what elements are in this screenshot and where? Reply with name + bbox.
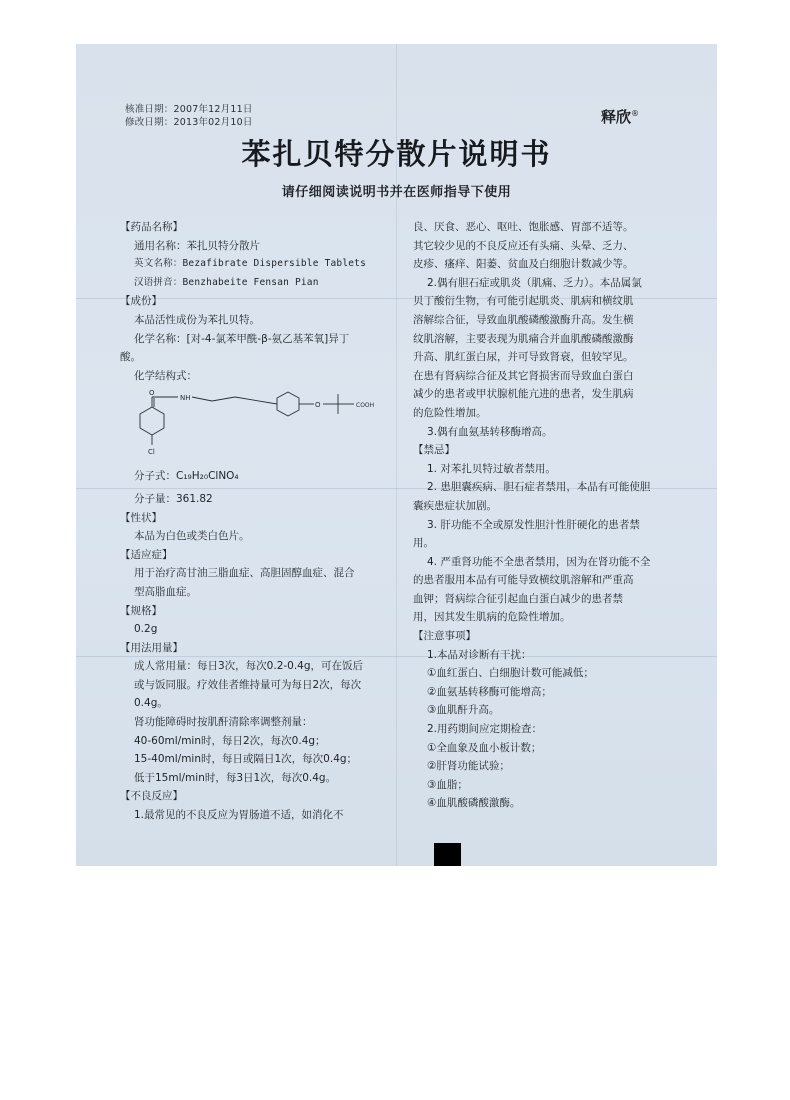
adverse-line: 1.最常见的不良反应为胃肠道不适，如消化不	[134, 809, 344, 822]
revision-date: 修改日期：2013年02月10日	[125, 117, 253, 128]
right-column	[413, 218, 663, 813]
pinyin-name: 汉语拼音：Benzhabeite Fensan Pian	[134, 276, 319, 288]
usage-line: 成人常用量：每日3次，每次0.2-0.4g，可在饭后	[134, 660, 364, 673]
adverse-cont-line: 贝丁酸衍生物，有可能引起肌炎、肌病和横纹肌	[413, 295, 634, 308]
precaution-line: 2.用药期间应定期检查：	[427, 723, 543, 736]
printer-registration-mark	[434, 843, 461, 866]
indication-line: 型高脂血症。	[134, 585, 197, 598]
structure-diagram	[120, 385, 388, 467]
section-heading-usage: 【用法用量】	[120, 641, 183, 654]
structure-label: 化学结构式：	[134, 369, 197, 382]
precaution-line: ②血氨基转移酶可能增高；	[427, 685, 552, 698]
atom-label: O	[315, 401, 321, 410]
bond-chain	[212, 397, 235, 401]
precaution-line: ③血脂；	[427, 778, 468, 791]
section-heading-precautions: 【注意事项】	[413, 630, 476, 643]
contra-line: 用，因其发生肌病的危险性增加。	[413, 611, 571, 624]
contra-line: 4. 严重肾功能不全患者禁用，因为在肾功能不全	[427, 555, 651, 568]
usage-line: 肾功能障碍时按肌酐清除率调整剂量：	[134, 716, 313, 729]
contra-line: 血钾；肾病综合征引起血白蛋白减少的患者禁	[413, 592, 623, 605]
adverse-cont-line: 在患有肾病综合征及其它肾损害而导致血白蛋白	[413, 369, 634, 382]
section-heading-composition: 【成份】	[120, 295, 162, 308]
section-heading-drug-name: 【药品名称】	[120, 221, 183, 233]
usage-line: 0.4g。	[134, 697, 168, 710]
contra-line: 1. 对苯扎贝特过敏者禁用。	[427, 462, 556, 475]
contra-line: 囊疾患症状加剧。	[413, 499, 497, 512]
leaflet-sheet	[76, 44, 717, 866]
atom-label: O	[149, 389, 155, 398]
bond-chain	[235, 397, 277, 404]
adverse-cont-line: 减少的患者或甲状腺机能亢进的患者，发生肌病	[413, 388, 634, 401]
usage-line: 低于15ml/min时，每3日1次，每次0.4g。	[134, 771, 337, 784]
left-column	[120, 218, 388, 825]
contra-line: 3. 肝功能不全或原发性胆汁性肝硬化的患者禁	[427, 518, 640, 531]
usage-line: 或与饭同服。疗效佳者维持量可为每日2次，每次	[134, 678, 362, 691]
atom-label: NH	[180, 394, 191, 403]
brand-name	[601, 106, 639, 127]
contra-line: 的患者服用本品有可能导致横纹肌溶解和严重高	[413, 574, 634, 587]
benzene-ring-right	[277, 392, 299, 416]
chemical-name-line: 化学名称：[对-4-氯苯甲酰-β-氨乙基苯氧]异丁	[134, 332, 350, 345]
section-heading-indication: 【适应症】	[120, 548, 173, 561]
adverse-cont-line: 其它较少见的不良反应还有头痛、头晕、乏力、	[413, 239, 634, 252]
benzene-ring-left	[140, 407, 164, 435]
section-heading-spec: 【规格】	[120, 604, 162, 617]
adverse-cont-line: 升高、肌红蛋白尿，并可导致肾衰，但较罕见。	[413, 351, 634, 364]
precaution-line: ②肝肾功能试验；	[427, 760, 510, 773]
document-title: 苯扎贝特分散片说明书	[241, 137, 552, 171]
adverse-cont-line: 的危险性增加。	[413, 406, 487, 419]
chemical-structure	[120, 385, 388, 467]
molecular-weight: 分子量：361.82	[134, 492, 213, 505]
adverse-cont-line: 皮疹、瘙痒、阳萎、贫血及白细胞计数减少等。	[413, 258, 634, 271]
document-subtitle: 请仔细阅读说明书并在医师指导下使用	[281, 185, 512, 200]
adverse-cont-line: 良、厌食、恶心、呕吐、饱胀感、胃部不适等。	[413, 221, 634, 233]
english-name: 英文名称：Bezafibrate Dispersible Tablets	[134, 258, 367, 270]
bond-chain	[192, 397, 212, 401]
indication-line: 用于治疗高甘油三脂血症、高胆固醇血症、混合	[134, 567, 355, 580]
usage-line: 40-60ml/min时，每日2次，每次0.4g；	[134, 734, 326, 747]
section-heading-character: 【性状】	[120, 511, 162, 524]
usage-line: 15-40ml/min时，每日或隔日1次，每次0.4g；	[134, 753, 358, 766]
approval-date: 核准日期：2007年12月11日	[125, 104, 253, 115]
precaution-line: ①全血象及血小板计数；	[427, 741, 542, 754]
character-text: 本品为白色或类白色片。	[134, 530, 250, 543]
spec-text: 0.2g	[134, 623, 158, 636]
precaution-line: ③血肌酐升高。	[427, 704, 500, 717]
section-heading-contraindications: 【禁忌】	[413, 444, 455, 457]
brand-text: 释欣	[601, 108, 632, 126]
registered-mark: ®	[631, 109, 640, 118]
precaution-line: ①血红蛋白、白细胞计数可能减低；	[427, 667, 594, 680]
adverse-cont-line: 溶解综合征，导致血肌酸磷酸激酶升高。发生横	[413, 313, 634, 326]
adverse-cont-line: 3.偶有血氨基转移酶增高。	[427, 425, 553, 438]
adverse-cont-line: 纹肌溶解，主要表现为肌痛合并血肌酸磷酸激酶	[413, 332, 634, 345]
contra-line: 2. 患胆囊疾病、胆石症者禁用，本品有可能使胆	[427, 481, 651, 494]
molecular-formula: 分子式：C₁₉H₂₀ClNO₄	[134, 470, 239, 483]
atom-label: COOH	[356, 402, 375, 410]
contra-line: 用。	[413, 537, 434, 550]
generic-name: 通用名称：苯扎贝特分散片	[134, 239, 260, 252]
precaution-line: 1.本品对诊断有干扰：	[427, 648, 532, 661]
adverse-cont-line: 2.偶有胆石症或肌炎（肌痛、乏力）。本品属氯	[427, 276, 642, 289]
chemical-name-line: 酸。	[120, 351, 141, 364]
atom-label: Cl	[148, 448, 155, 457]
precaution-line: ④血肌酸磷酸激酶。	[427, 797, 521, 810]
section-heading-adverse: 【不良反应】	[120, 790, 183, 803]
active-ingredient: 本品活性成份为苯扎贝特。	[134, 313, 260, 326]
